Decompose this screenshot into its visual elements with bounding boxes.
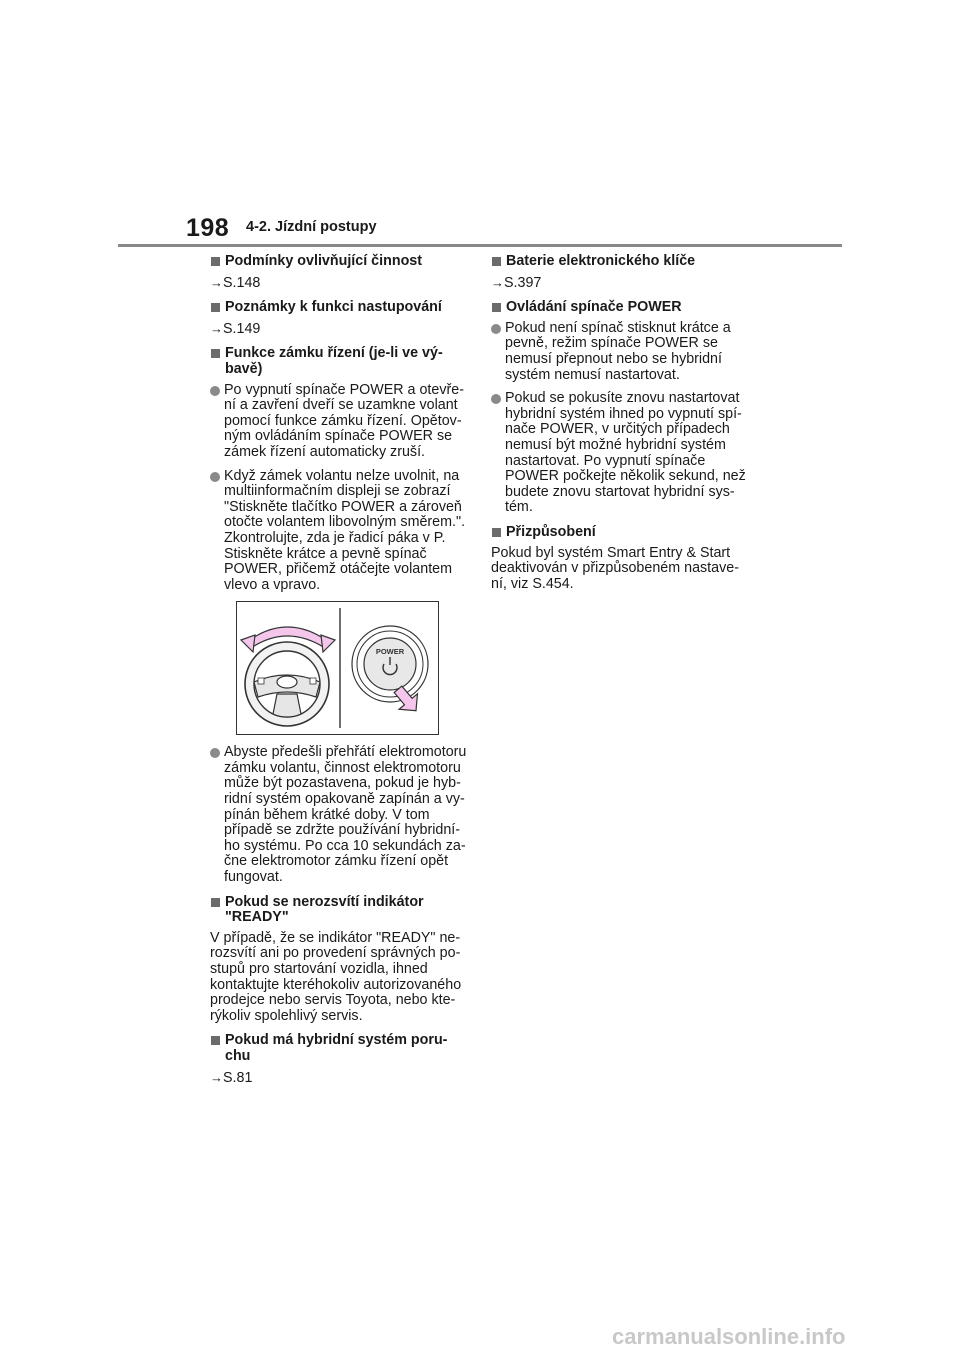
section-entry-notes	[210, 300, 472, 337]
bullet-text: Pokud se pokusíte znovu nastartovat hybridní systém ihned po vypnutí spí-nače POWER, v určitých případech nemusí být možné hybridní systém nastartovat. Po vypnutí spínače POWER počkejte několik sekund, než budete znovu startovat hybridní sys-tém.	[505, 390, 746, 516]
bullet-text: Když zámek volantu nelze uvolnit, na multiinformačním displeji se zobrazí "Stiskněte tlačítko POWER a zároveň otočte volantem libovolným směrem.". Zkontrolujte, zda je řadicí páka v P. Stiskněte krátce a pevně spínač POWER, přičemž otáčejte volantem vlevo a vpravo.	[224, 467, 466, 593]
bullet-item	[210, 745, 472, 885]
heading-text: Přizpůsobení	[506, 523, 596, 540]
square-bullet-icon	[492, 257, 501, 266]
section-heading	[210, 254, 472, 270]
footer-watermark: carmanualsonline.info	[612, 1324, 846, 1349]
square-bullet-icon	[211, 898, 220, 907]
section-hybrid-malfunction	[210, 1033, 472, 1086]
section-operating-conditions	[210, 254, 472, 291]
section-heading	[491, 525, 753, 541]
left-column	[210, 254, 472, 1095]
page-reference[interactable]	[210, 275, 472, 292]
bullet-item	[491, 321, 753, 383]
bullet-text: Abyste předešli přehřátí elektromotoru zámku volantu, činnost elektromotoru může být pozastavena, pokud je hyb-ridní systém opakovaně zapínán a vy-pínán během krátké doby. V tom případě se zdržte používání hybridní-ho systému. Po cca 10 sekundách za-čne elektromotor zámku řízení opět fungovat.	[224, 744, 467, 886]
round-bullet-icon	[210, 386, 220, 396]
section-ready-indicator	[210, 895, 472, 1025]
arrow-right-icon: →	[210, 320, 223, 336]
ref-text: S.397	[504, 274, 542, 291]
bullet-item	[210, 469, 472, 594]
heading-text: Ovládání spínače POWER	[506, 299, 682, 316]
heading-text: Pokud se nerozsvítí indikátor "READY"	[225, 893, 424, 926]
section-heading	[210, 1033, 472, 1064]
section-heading	[210, 895, 472, 926]
round-bullet-icon	[491, 394, 501, 404]
section-power-switch	[491, 300, 753, 516]
page-number: 198	[186, 214, 230, 242]
square-bullet-icon	[492, 528, 501, 537]
square-bullet-icon	[492, 303, 501, 312]
section-customization	[491, 525, 753, 592]
arrow-right-icon: →	[210, 274, 223, 290]
heading-text: Pokud má hybridní systém poru-chu	[225, 1032, 448, 1064]
header-rule	[118, 244, 842, 247]
ref-text: S.148	[223, 274, 261, 291]
figure-illustration	[237, 602, 438, 734]
arrow-right-icon: →	[210, 1069, 223, 1085]
section-heading	[491, 300, 753, 316]
bullet-text: Pokud není spínač stisknut krátce a pevně, režim spínače POWER se nemusí přepnout nebo se hybridní systém nemusí nastartovat.	[505, 319, 731, 383]
arrow-right-icon: →	[491, 274, 504, 290]
round-bullet-icon	[210, 748, 220, 758]
square-bullet-icon	[211, 1036, 220, 1045]
heading-text: Funkce zámku řízení (je-li ve vý-bavě)	[225, 345, 443, 377]
power-button-icon	[352, 626, 428, 702]
section-key-battery	[491, 254, 753, 291]
ref-text: S.81	[223, 1069, 253, 1086]
paragraph-text: Pokud byl systém Smart Entry & Start deaktivován v přizpůsobeném nastave-ní, viz S.454.	[491, 544, 739, 592]
round-bullet-icon	[491, 324, 501, 334]
heading-text: Baterie elektronického klíče	[506, 253, 696, 269]
page-reference[interactable]	[210, 321, 472, 338]
heading-text: Poznámky k funkci nastupování	[225, 299, 442, 316]
right-column	[491, 254, 753, 601]
bullet-item	[210, 383, 472, 461]
square-bullet-icon	[211, 349, 220, 358]
round-bullet-icon	[210, 472, 220, 482]
page-reference[interactable]	[210, 1070, 472, 1087]
section-heading	[210, 300, 472, 316]
section-heading	[491, 254, 753, 270]
square-bullet-icon	[211, 303, 220, 312]
paragraph-text: V případě, že se indikátor "READY" ne-rozsvítí ani po provedení správných po-stupů pro startování vozidla, ihned kontaktujte kteréhokoliv autorizovaného prodejce nebo servis Toyota, nebo kte-rýkoliv spolehlivý servis.	[210, 929, 462, 1024]
heading-text: Podmínky ovlivňující činnost	[225, 253, 423, 269]
chapter-title: 4-2. Jízdní postupy	[246, 219, 377, 235]
ref-text: S.149	[223, 320, 261, 337]
bullet-item	[491, 391, 753, 516]
square-bullet-icon	[211, 257, 220, 266]
steering-power-figure	[236, 601, 439, 735]
power-label: POWER	[375, 647, 405, 657]
section-heading	[210, 346, 472, 377]
bullet-text: Po vypnutí spínače POWER a otevře-ní a zavření dveří se uzamkne volant pomocí funkce zámku řízení. Opětov-ným ovládáním spínače POWER se zámek řízení automaticky zruší.	[224, 381, 464, 460]
page-reference[interactable]	[491, 275, 753, 292]
steering-wheel-icon	[245, 642, 329, 726]
section-steering-lock	[210, 346, 472, 885]
